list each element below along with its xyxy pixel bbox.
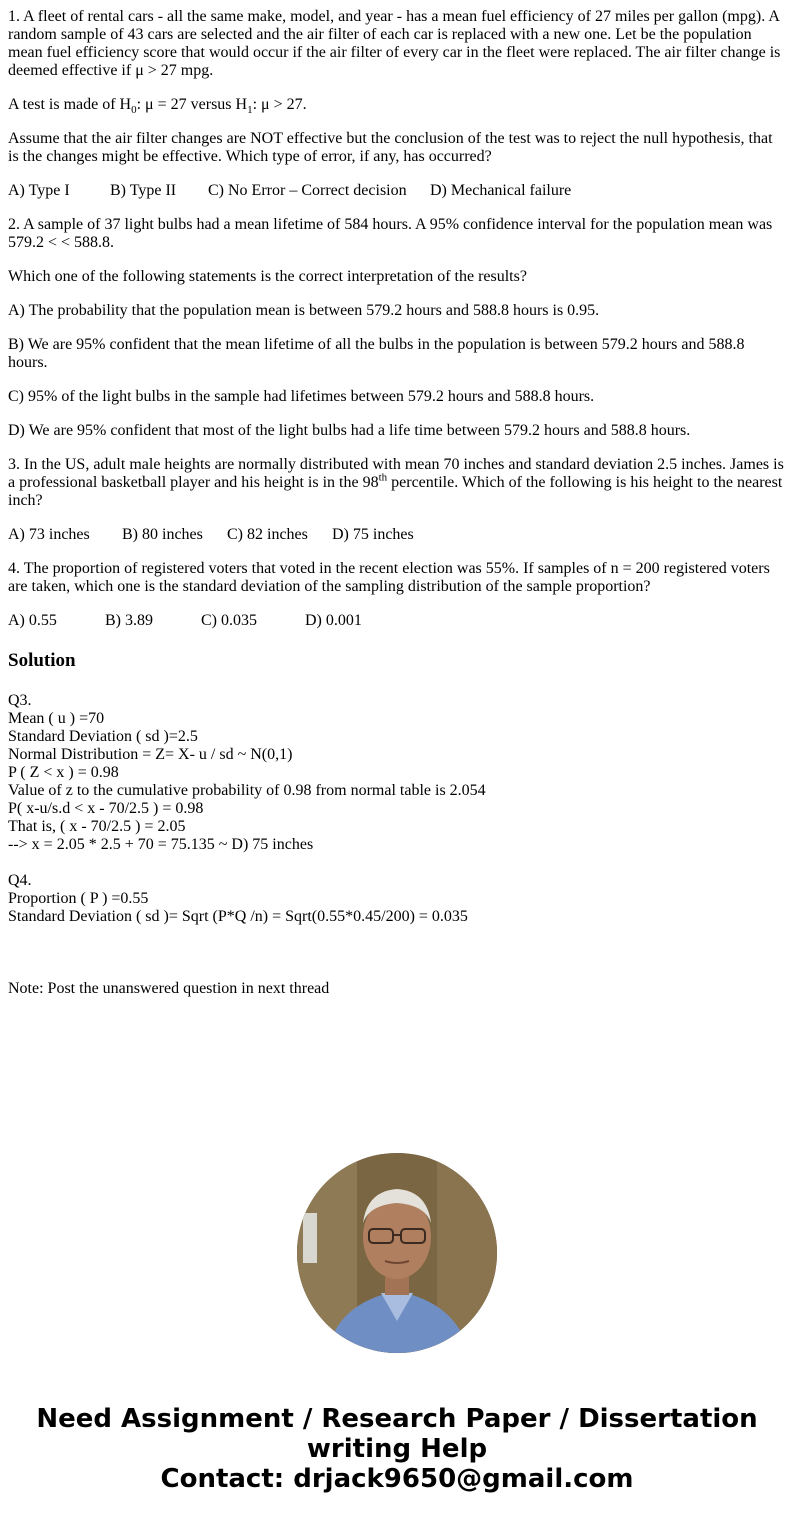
q2-option-b: B) We are 95% confident that the mean lifetime of all the bulbs in the population is between 579.2 hours and 588.8 hours. bbox=[8, 336, 745, 371]
solution-line: Standard Deviation ( sd )=2.5 bbox=[8, 728, 198, 745]
solution-line: P( x-u/s.d < x - 70/2.5 ) = 0.98 bbox=[8, 800, 204, 817]
q1-assumption: Assume that the air filter changes are NOT effective but the conclusion of the test was to reject the null hypothesis, that is the changes might be effective. Which type of error, if any, has occurred? bbox=[8, 130, 773, 165]
solution-line: Mean ( u ) =70 bbox=[8, 710, 105, 727]
q3-option-b: B) 80 inches bbox=[122, 526, 203, 543]
q4-option-c: C) 0.035 bbox=[201, 612, 257, 629]
q4-text: 4. The proportion of registered voters that voted in the recent election was 55%. If samples of n = 200 registered voters are taken, which one is the standard deviation of the sampling distribution of the sample proportion? bbox=[8, 560, 770, 595]
q1-text: 1. A fleet of rental cars - all the same make, model, and year - has a mean fuel efficiency of 27 miles per gallon (mpg). A random sample of 43 cars are selected and the air filter of each car is replaced with a new one. Let be the population mean fuel efficiency score that would occur if the air filter of every car in the fleet were replaced. The air filter change is deemed effective if μ > 27 mpg. bbox=[8, 8, 781, 79]
solution-line: Standard Deviation ( sd )= Sqrt (P*Q /n) = Sqrt(0.55*0.45/200) = 0.035 bbox=[8, 908, 468, 925]
promo-line: Need Assignment / Research Paper / Dissertation bbox=[36, 1404, 758, 1434]
promo-banner bbox=[0, 1404, 794, 1494]
q1-options bbox=[8, 182, 786, 200]
solution-line: Normal Distribution = Z= X- u / sd ~ N(0,1) bbox=[8, 746, 293, 763]
solution-q4 bbox=[8, 872, 786, 926]
q2-option-c: C) 95% of the light bulbs in the sample had lifetimes between 579.2 hours and 588.8 hours. bbox=[8, 388, 595, 405]
q3-text: 3. In the US, adult male heights are normally distributed with mean 70 inches and standard deviation 2.5 inches. James is a professional basketball player and his height is in the 98th percentile. Which of the following is his height to the nearest inch? bbox=[8, 456, 784, 509]
q2-question: Which one of the following statements is the correct interpretation of the results? bbox=[8, 268, 527, 285]
q4-option-d: D) 0.001 bbox=[305, 612, 362, 629]
q4-options bbox=[8, 612, 786, 630]
q1-hypothesis: A test is made of $H_0$: μ = 27 versus $H_1$: μ > 27. bbox=[8, 96, 307, 117]
q3-option-d: D) 75 inches bbox=[332, 526, 414, 543]
author-photo bbox=[297, 1153, 497, 1353]
q2-option-d: D) We are 95% confident that most of the light bulbs had a life time between 579.2 hours and 588.8 hours. bbox=[8, 422, 691, 439]
promo-contact: Contact: drjack9650@gmail.com bbox=[160, 1464, 634, 1494]
q2-option-a: A) The probability that the population mean is between 579.2 hours and 588.8 hours is 0.95. bbox=[8, 302, 600, 319]
solution-q3 bbox=[8, 692, 786, 854]
solution-heading: Solution bbox=[8, 650, 76, 671]
solution-line: Value of z to the cumulative probability of 0.98 from normal table is 2.054 bbox=[8, 782, 486, 799]
document-body bbox=[8, 8, 786, 998]
q1-option-b: B) Type II bbox=[110, 182, 177, 199]
author-photo-image bbox=[297, 1153, 497, 1353]
q1-option-d: D) Mechanical failure bbox=[430, 182, 572, 199]
solution-note: Note: Post the unanswered question in next thread bbox=[8, 980, 330, 997]
q1-option-a: A) Type I bbox=[8, 182, 70, 199]
q4-option-a: A) 0.55 bbox=[8, 612, 57, 629]
q1-option-c: C) No Error – Correct decision bbox=[208, 182, 407, 199]
solution-line: --> x = 2.05 * 2.5 + 70 = 75.135 ~ D) 75 inches bbox=[8, 836, 314, 853]
q4-option-b: B) 3.89 bbox=[105, 612, 153, 629]
solution-line: That is, ( x - 70/2.5 ) = 2.05 bbox=[8, 818, 186, 835]
q3-option-c: C) 82 inches bbox=[227, 526, 308, 543]
solution-line: P ( Z < x ) = 0.98 bbox=[8, 764, 119, 781]
promo-line: writing Help bbox=[306, 1434, 488, 1464]
q2-text: 2. A sample of 37 light bulbs had a mean lifetime of 584 hours. A 95% confidence interval for the population mean was 579.2 < < 588.8. bbox=[8, 216, 773, 251]
solution-line: Proportion ( P ) =0.55 bbox=[8, 890, 149, 907]
solution-line: Q4. bbox=[8, 872, 32, 889]
q3-options bbox=[8, 526, 786, 544]
q3-option-a: A) 73 inches bbox=[8, 526, 90, 543]
solution-line: Q3. bbox=[8, 692, 32, 709]
